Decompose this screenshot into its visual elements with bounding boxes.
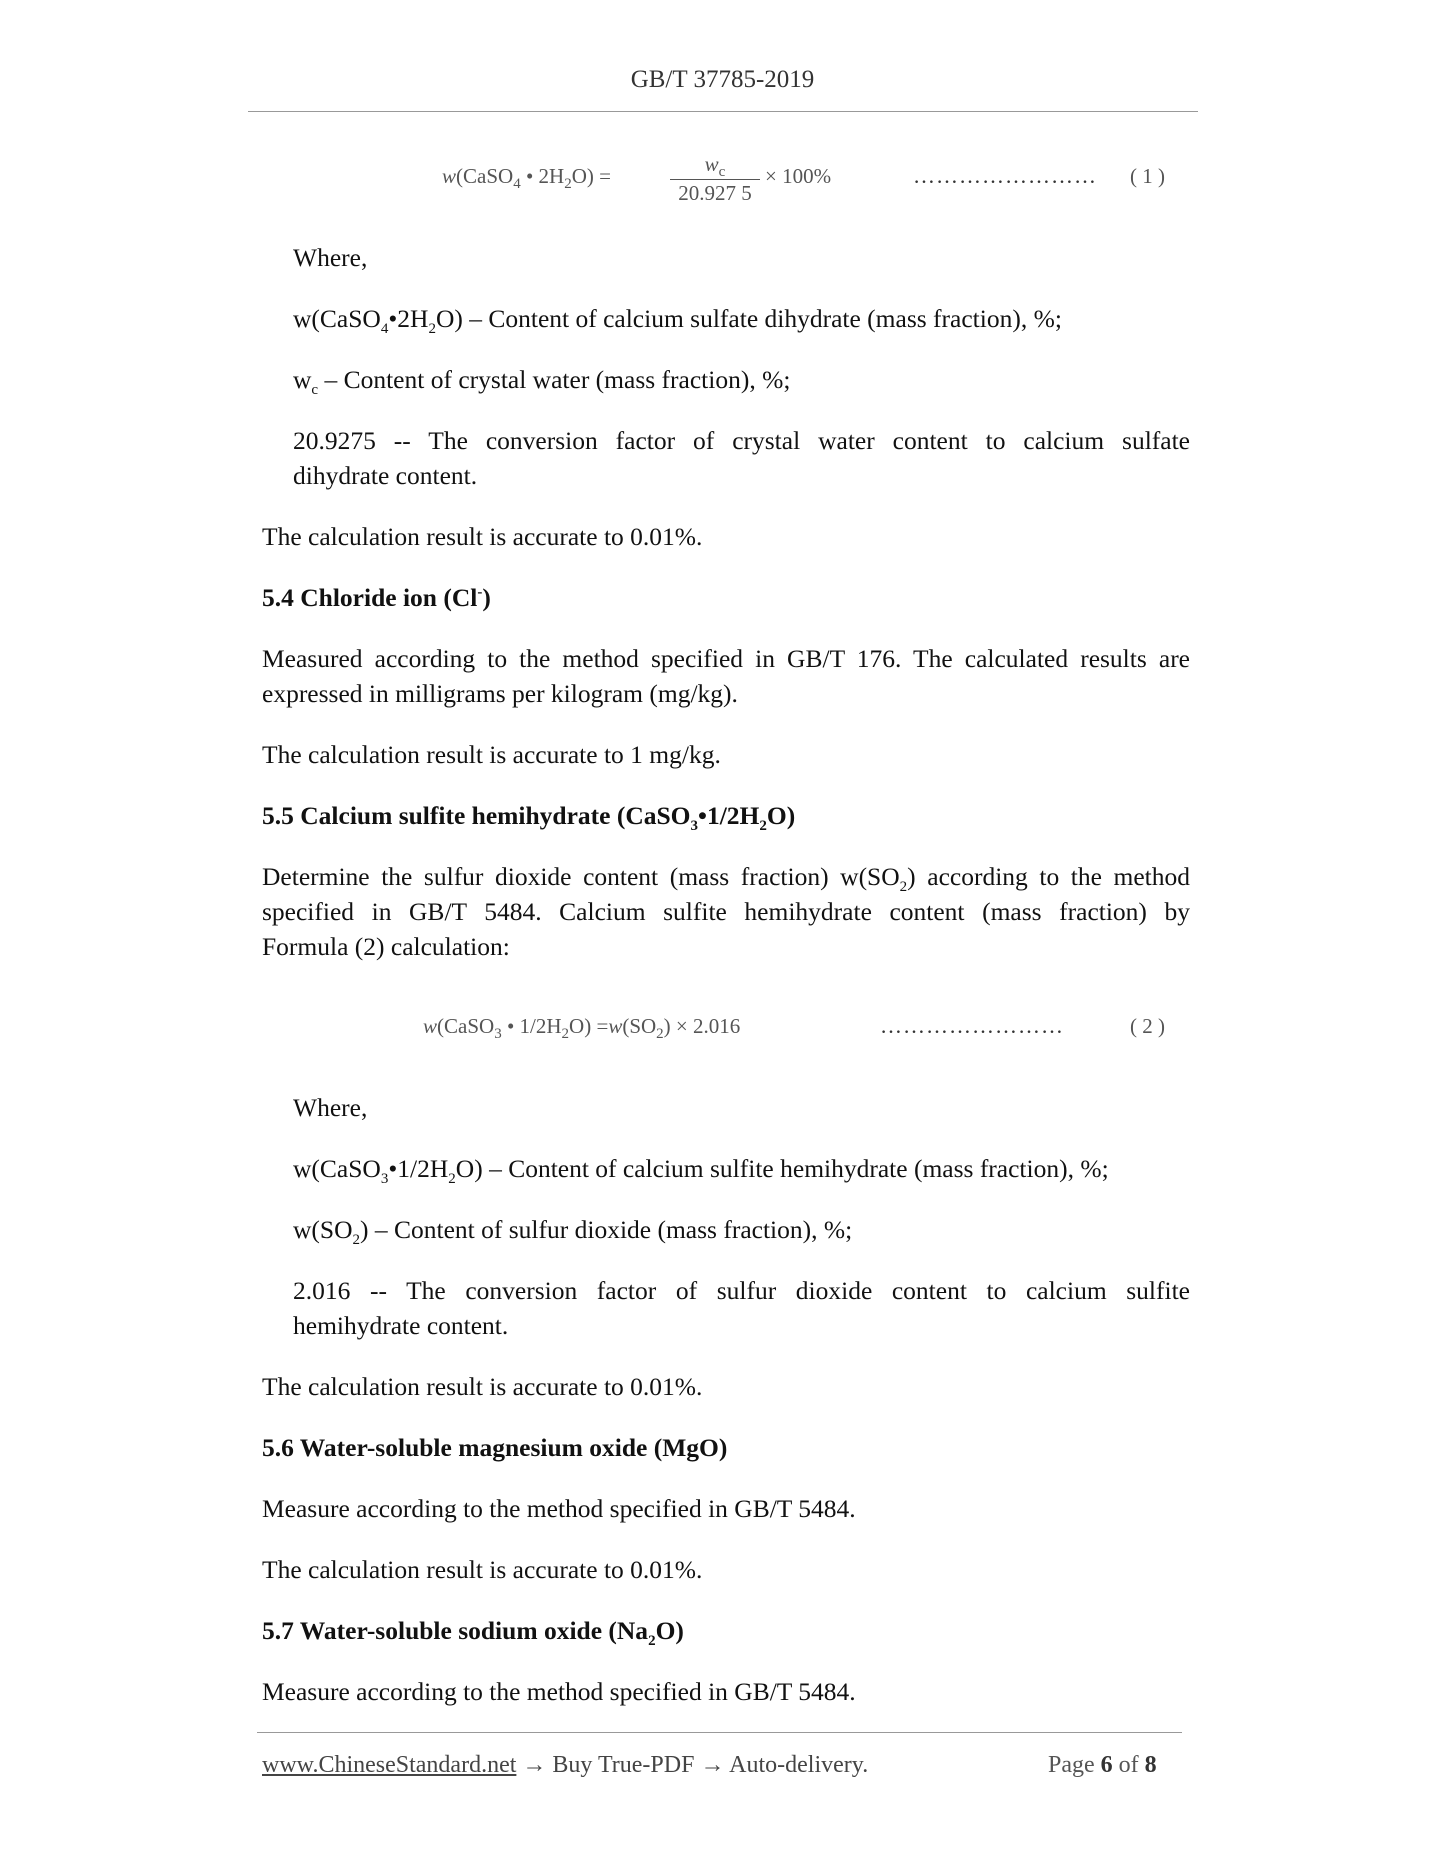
- paragraph-5-7: Measure according to the method specified in GB/T 5484.: [262, 1677, 856, 1706]
- accuracy-note-1: The calculation result is accurate to 0.01%.: [262, 522, 703, 551]
- footer-buy-text: Buy True-PDF: [552, 1752, 695, 1778]
- header-divider: [248, 111, 1198, 112]
- eq1-fraction: $w_c$ 20.927 5: [670, 152, 760, 206]
- definition-factor-1: 20.9275 -- The conversion factor of crystal water content to calcium sulfate dihydrate content.: [293, 426, 1190, 490]
- where-label-1: Where,: [293, 243, 368, 272]
- equation-2: w(CaSO$_3$ • $1/2H_2O) =w(SO_2) \times 2.016$: [423, 1014, 741, 1043]
- paragraph-5-6: Measure according to the method specified in GB/T 5484.: [262, 1494, 856, 1523]
- section-heading-5-7: 5.7 Water-soluble sodium oxide $(Na_2O)$: [262, 1616, 684, 1650]
- page-indicator: Page 6 of 8: [1048, 1752, 1157, 1778]
- equation-1: w(CaSO$_4$ • $2H_2O$) = $w_c$ 20.927 5 × 100%: [442, 152, 832, 205]
- footer-delivery-text: Auto-delivery.: [729, 1752, 869, 1778]
- accuracy-note-2: The calculation result is accurate to 0.01%.: [262, 1372, 703, 1401]
- accuracy-note-5-4: The calculation result is accurate to 1 mg/kg.: [262, 740, 721, 769]
- definition-factor-2: 2.016 -- The conversion factor of sulfur dioxide content to calcium sulfite hemihydrate content.: [293, 1276, 1190, 1340]
- eq1-leader-dots: ……………………: [913, 163, 1097, 188]
- arrow-icon: →: [516, 1752, 553, 1778]
- definition-so2: $w(SO_2)$ – Content of sulfur dioxide (mass fraction), %;: [293, 1215, 853, 1249]
- eq1-times: × 100%: [765, 164, 832, 188]
- definition-wc: $w_c$ – Content of crystal water (mass fraction), %;: [293, 365, 791, 399]
- page-total: 8: [1144, 1752, 1157, 1778]
- footer-divider: [257, 1732, 1182, 1733]
- eq1-lhs-w: w: [442, 164, 457, 188]
- section-heading-5-6: 5.6 Water-soluble magnesium oxide (MgO): [262, 1433, 728, 1462]
- footer-site-link[interactable]: www.ChineseStandard.net: [262, 1752, 517, 1778]
- definition-caso4: $w(CaSO_4•2H_2O)$ – Content of calcium sulfate dihydrate (mass fraction), %;: [293, 304, 1062, 338]
- section-heading-5-4: 5.4 Chloride ion (Cl-): [262, 583, 491, 612]
- arrow-icon: →: [694, 1752, 730, 1778]
- eq1-denominator: 20.927 5: [678, 181, 752, 205]
- page-number: 6: [1100, 1752, 1113, 1778]
- eq2-leader-dots: ……………………: [880, 1013, 1064, 1038]
- footer-promo: [262, 1752, 868, 1779]
- section-heading-5-5: 5.5 Calcium sulfite hemihydrate $(CaSO_3•1/2H_2O)$: [262, 801, 796, 835]
- paragraph-5-4: Measured according to the method specified in GB/T 176. The calculated results are expressed in milligrams per kilogram (mg/kg).: [262, 644, 1190, 708]
- accuracy-note-5-6: The calculation result is accurate to 0.01%.: [262, 1555, 703, 1584]
- definition-caso3: $w(CaSO_3•1/2H_2O)$ – Content of calcium sulfite hemihydrate (mass fraction), %;: [293, 1154, 1109, 1188]
- document-header: GB/T 37785-2019: [630, 66, 815, 93]
- eq1-number: ( 1 ): [1130, 164, 1165, 188]
- eq2-number: ( 2 ): [1130, 1014, 1165, 1038]
- paragraph-5-5: Determine the sulfur dioxide content (mass fraction) $w(SO_2)$ according to the method specified in GB/T 5484. Calcium sulfite hemihydrate content (mass fraction) by Formula (2) calculation:: [262, 862, 1190, 961]
- where-label-2: Where,: [293, 1093, 368, 1122]
